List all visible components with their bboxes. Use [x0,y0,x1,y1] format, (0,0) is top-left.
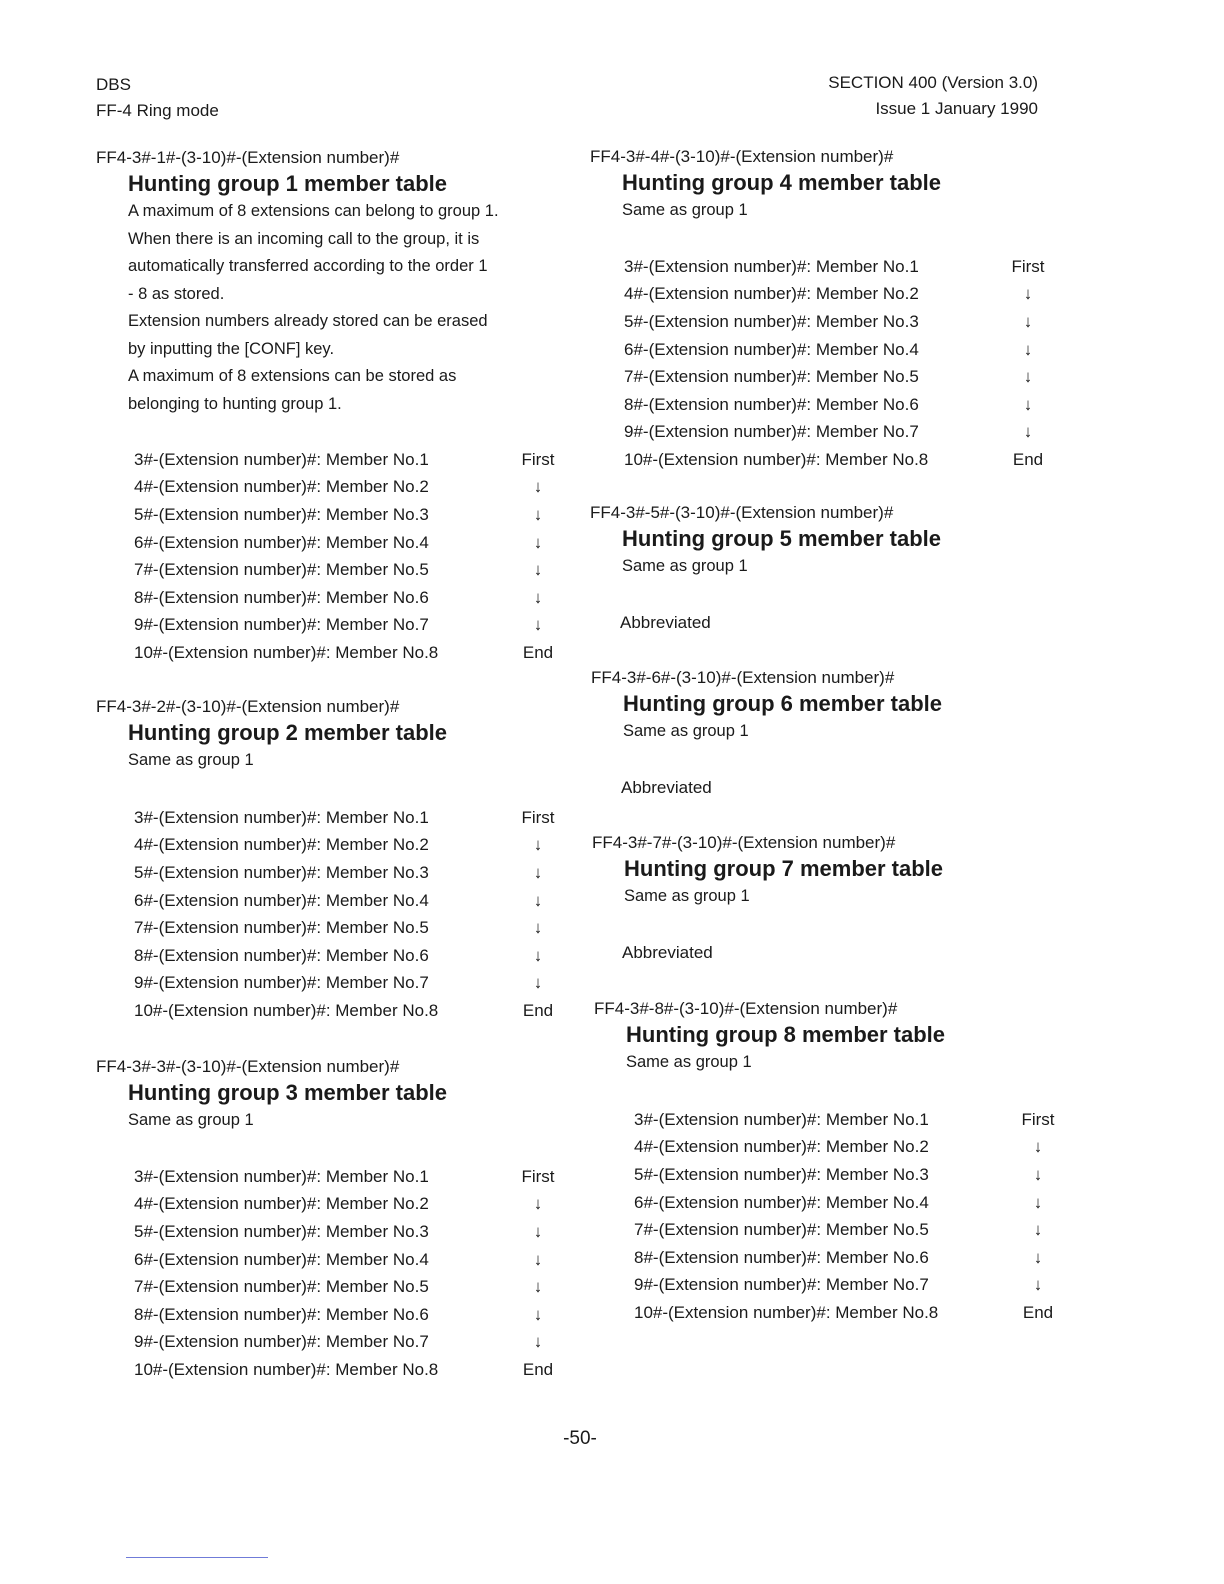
order-arrow-icon: ↓ [1023,284,1033,304]
member-entry: 4#-(Extension number)#: Member No.2 [624,284,919,304]
desc-line: by inputting the [CONF] key. [128,339,335,358]
group-description: Same as group 1 [128,751,254,769]
order-first: First [521,807,555,827]
group-code: FF4-3#-5#-(3-10)#-(Extension number)# [590,503,894,522]
order-arrow-icon: ↓ [1023,311,1033,331]
member-row [134,1273,558,1301]
member-entry: 10#-(Extension number)#: Member No.8 [134,1000,439,1020]
member-entry: 7#-(Extension number)#: Member No.5 [134,1277,429,1297]
order-end: End [522,1000,554,1020]
member-row [624,419,1048,447]
group-code: FF4-3#-2#-(3-10)#-(Extension number)# [96,697,400,716]
group-description: Same as group 1 [622,201,748,219]
member-row [634,1134,1058,1162]
order-arrow-icon: ↓ [1033,1164,1043,1184]
member-row [134,1356,558,1384]
member-row [634,1216,1058,1244]
group-5-section [590,501,941,635]
group-code: FF4-3#-6#-(3-10)#-(Extension number)# [591,668,895,687]
member-row [624,253,1048,281]
page-number: -50- [563,1428,597,1449]
member-table [634,1106,1058,1327]
member-table [624,253,1048,474]
member-entry: 3#-(Extension number)#: Member No.1 [134,1166,429,1186]
member-row [624,281,1048,309]
member-entry: 8#-(Extension number)#: Member No.6 [134,945,429,965]
member-entry: 9#-(Extension number)#: Member No.7 [624,422,919,442]
desc-line: Extension numbers already stored can be erased [128,312,488,330]
member-row [134,1163,558,1191]
member-entry: 9#-(Extension number)#: Member No.7 [634,1275,929,1295]
order-arrow-icon: ↓ [533,477,543,497]
order-arrow-icon: ↓ [1023,339,1033,359]
desc-line: - 8 as stored. [128,284,225,303]
member-row [134,804,558,832]
group-description: Same as group 1 [623,722,749,740]
member-entry: 6#-(Extension number)#: Member No.4 [624,339,919,359]
group-code: FF4-3#-8#-(3-10)#-(Extension number)# [594,999,898,1018]
member-entry: 10#-(Extension number)#: Member No.8 [624,449,929,469]
member-row [134,832,558,860]
order-arrow-icon: ↓ [1023,367,1033,387]
member-entry: 6#-(Extension number)#: Member No.4 [634,1192,929,1212]
member-entry: 10#-(Extension number)#: Member No.8 [134,642,439,662]
order-end: End [522,1359,554,1379]
order-arrow-icon: ↓ [1023,422,1033,442]
order-first: First [1021,1109,1055,1129]
member-row [134,914,558,942]
order-arrow-icon: ↓ [533,1194,543,1214]
group-title: Hunting group 8 member table [626,1022,946,1047]
member-row [134,887,558,915]
order-arrow-icon: ↓ [1023,394,1033,414]
member-row [624,363,1048,391]
member-entry: 5#-(Extension number)#: Member No.3 [134,504,429,524]
member-table [134,804,558,1025]
member-entry: 7#-(Extension number)#: Member No.5 [134,560,429,580]
member-entry: 10#-(Extension number)#: Member No.8 [134,1359,439,1379]
order-arrow-icon: ↓ [533,945,543,965]
member-row [634,1106,1058,1134]
member-row [634,1299,1058,1327]
section-label: SECTION 400 (Version 3.0) [828,73,1038,92]
group-6-section [591,666,942,800]
order-arrow-icon: ↓ [533,532,543,552]
order-arrow-icon: ↓ [533,890,543,910]
group-description: Same as group 1 [624,887,750,905]
group-description: Same as group 1 [622,557,748,575]
member-row [134,1301,558,1329]
order-arrow-icon: ↓ [533,504,543,524]
order-arrow-icon: ↓ [533,587,543,607]
member-row [134,1218,558,1246]
member-row [624,308,1048,336]
member-row [134,446,558,474]
abbreviated-note: Abbreviated [620,612,711,632]
member-entry: 9#-(Extension number)#: Member No.7 [134,1332,429,1352]
group-description: Same as group 1 [626,1053,752,1071]
group-title: Hunting group 4 member table [622,170,942,195]
member-row [134,612,558,640]
order-arrow-icon: ↓ [533,918,543,938]
order-arrow-icon: ↓ [1033,1247,1043,1267]
member-entry: 4#-(Extension number)#: Member No.2 [134,835,429,855]
order-arrow-icon: ↓ [533,560,543,580]
issue-date: Issue 1 January 1990 [875,99,1038,118]
member-row [134,942,558,970]
abbreviated-note: Abbreviated [622,942,713,962]
order-arrow-icon: ↓ [533,973,543,993]
member-entry: 8#-(Extension number)#: Member No.6 [134,587,429,607]
group-description [128,198,499,418]
member-row [134,859,558,887]
member-row [134,997,558,1025]
member-entry: 8#-(Extension number)#: Member No.6 [624,394,919,414]
member-entry: 9#-(Extension number)#: Member No.7 [134,615,429,635]
member-row [134,529,558,557]
group-code: FF4-3#-7#-(3-10)#-(Extension number)# [592,833,896,852]
order-arrow-icon: ↓ [1033,1137,1043,1157]
member-entry: 9#-(Extension number)#: Member No.7 [134,973,429,993]
order-arrow-icon: ↓ [533,1304,543,1324]
member-entry: 10#-(Extension number)#: Member No.8 [634,1302,939,1322]
order-end: End [1022,1302,1054,1322]
order-arrow-icon: ↓ [533,1221,543,1241]
order-first: First [1011,256,1045,276]
order-arrow-icon: ↓ [533,1249,543,1269]
member-row [624,391,1048,419]
member-entry: 4#-(Extension number)#: Member No.2 [134,477,429,497]
member-entry: 7#-(Extension number)#: Member No.5 [624,367,919,387]
member-entry: 5#-(Extension number)#: Member No.3 [634,1164,929,1184]
group-title: Hunting group 1 member table [128,171,448,196]
member-row [634,1272,1058,1300]
desc-line: automatically transferred according to the order 1 [128,257,488,275]
member-row [624,336,1048,364]
order-arrow-icon: ↓ [533,835,543,855]
order-arrow-icon: ↓ [1033,1220,1043,1240]
group-code: FF4-3#-4#-(3-10)#-(Extension number)# [590,147,894,166]
member-entry: 4#-(Extension number)#: Member No.2 [134,1194,429,1214]
group-7-section [592,831,943,965]
member-table [134,1163,558,1384]
order-arrow-icon: ↓ [533,615,543,635]
member-entry: 6#-(Extension number)#: Member No.4 [134,1249,429,1269]
order-first: First [521,1166,555,1186]
desc-line: belonging to hunting group 1. [128,394,342,413]
order-arrow-icon: ↓ [1033,1275,1043,1295]
group-title: Hunting group 2 member table [128,720,448,745]
desc-line: A maximum of 8 extensions can be stored as [128,367,457,385]
member-row [134,474,558,502]
group-title: Hunting group 5 member table [622,526,942,551]
member-entry: 3#-(Extension number)#: Member No.1 [634,1109,929,1129]
abbreviated-note: Abbreviated [621,777,712,797]
doc-subtitle: FF-4 Ring mode [96,101,219,120]
header-left [96,72,219,124]
group-description: Same as group 1 [128,1111,254,1129]
group-title: Hunting group 6 member table [623,691,943,716]
member-row [134,639,558,667]
order-arrow-icon: ↓ [533,862,543,882]
order-end: End [1012,449,1044,469]
member-entry: 7#-(Extension number)#: Member No.5 [134,918,429,938]
order-first: First [521,449,555,469]
group-8-section [594,997,945,1077]
member-row [134,501,558,529]
group-1-section [96,146,499,418]
desc-line: A maximum of 8 extensions can belong to group 1. [128,202,499,220]
member-entry: 3#-(Extension number)#: Member No.1 [624,256,919,276]
group-2-section [96,695,447,775]
member-entry: 5#-(Extension number)#: Member No.3 [624,311,919,331]
desc-line: When there is an incoming call to the group, it is [128,229,480,248]
member-row [634,1244,1058,1272]
order-end: End [522,642,554,662]
member-entry: 3#-(Extension number)#: Member No.1 [134,807,429,827]
group-title: Hunting group 7 member table [624,856,944,881]
member-entry: 6#-(Extension number)#: Member No.4 [134,890,429,910]
member-row [134,556,558,584]
order-arrow-icon: ↓ [1033,1192,1043,1212]
header-right [810,70,1038,122]
member-entry: 4#-(Extension number)#: Member No.2 [634,1137,929,1157]
member-entry: 8#-(Extension number)#: Member No.6 [134,1304,429,1324]
member-entry: 5#-(Extension number)#: Member No.3 [134,1221,429,1241]
member-row [134,584,558,612]
member-row [134,1329,558,1357]
member-row [634,1161,1058,1189]
member-row [134,1191,558,1219]
member-entry: 6#-(Extension number)#: Member No.4 [134,532,429,552]
member-row [634,1189,1058,1217]
member-entry: 3#-(Extension number)#: Member No.1 [134,449,429,469]
order-arrow-icon: ↓ [533,1277,543,1297]
order-arrow-icon: ↓ [533,1332,543,1352]
member-entry: 7#-(Extension number)#: Member No.5 [634,1220,929,1240]
group-code: FF4-3#-3#-(3-10)#-(Extension number)# [96,1057,400,1076]
member-row [134,970,558,998]
doc-id: DBS [96,75,131,94]
member-table [134,446,558,667]
group-4-section [590,145,941,225]
footer-rule [126,1557,268,1558]
group-title: Hunting group 3 member table [128,1080,448,1105]
member-entry: 5#-(Extension number)#: Member No.3 [134,862,429,882]
member-row [134,1246,558,1274]
member-entry: 8#-(Extension number)#: Member No.6 [634,1247,929,1267]
member-row [624,446,1048,474]
group-code: FF4-3#-1#-(3-10)#-(Extension number)# [96,148,400,167]
group-3-section [96,1055,447,1135]
